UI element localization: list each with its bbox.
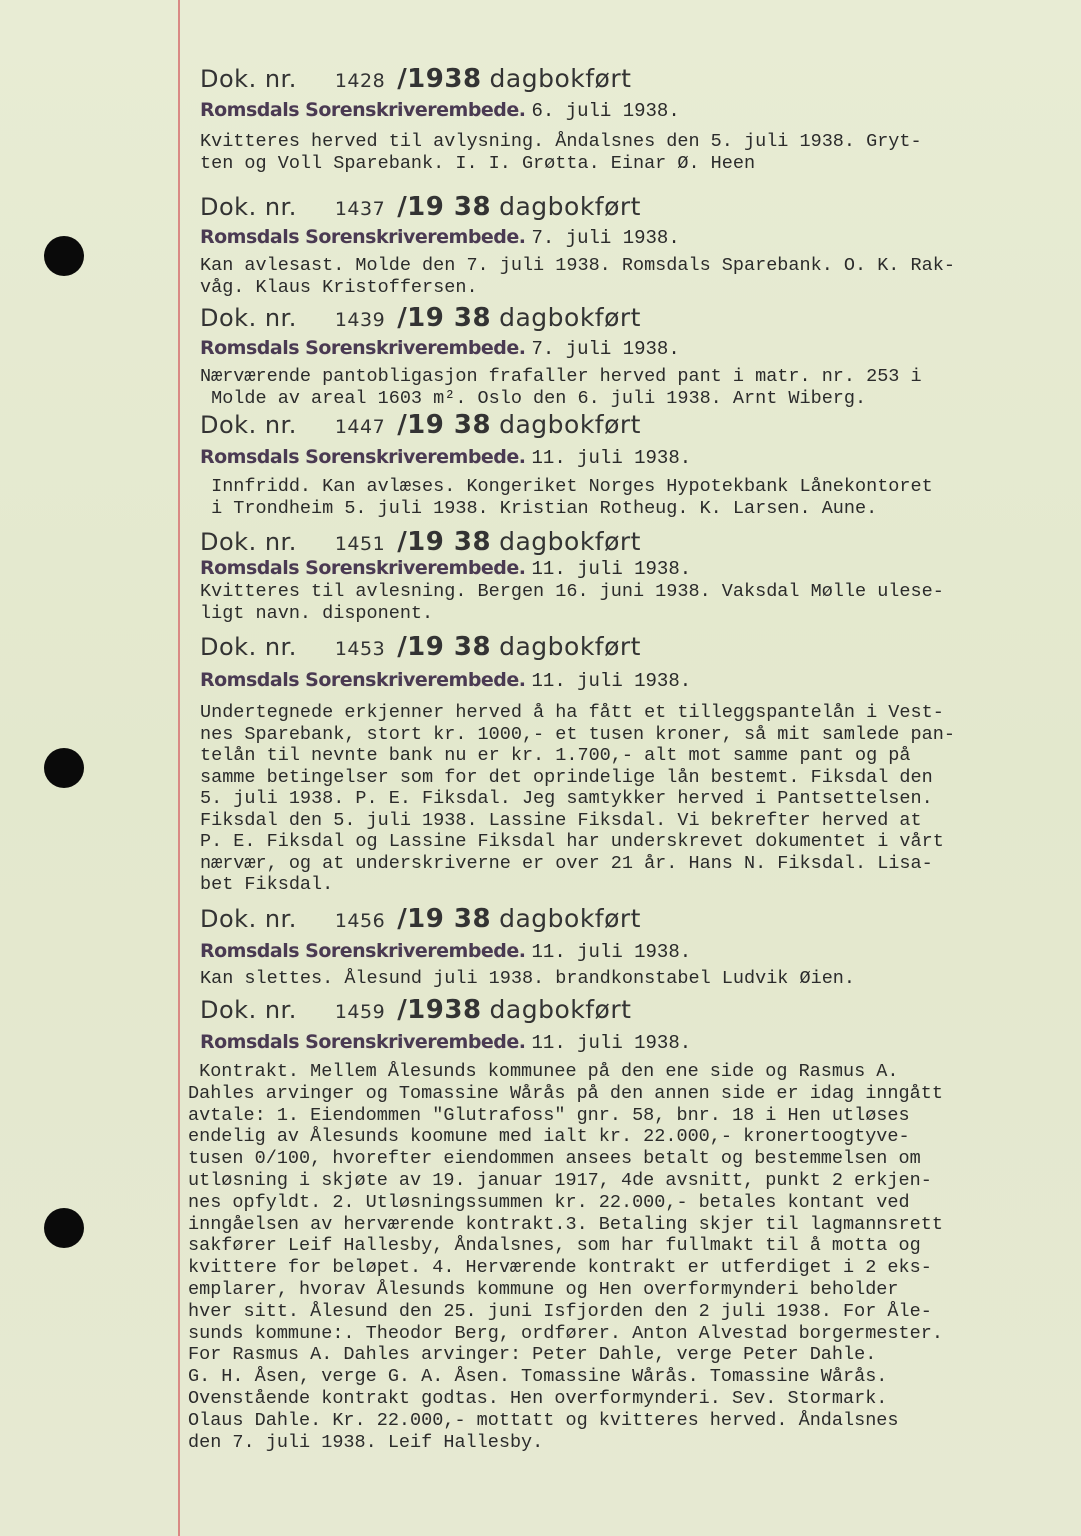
entry-text: Innfridd. Kan avlæses. Kongeriket Norges Hypotekbank Lånekontoret i Trondheim 5. juli 1938. Kristian Rotheug. K. Larsen. Aune.: [211, 476, 933, 519]
dok-status: dagbokført: [499, 410, 641, 439]
dok-year: /19 38: [397, 410, 492, 440]
dok-year: /1938: [397, 995, 482, 1025]
dok-number: 1437: [334, 198, 386, 220]
office-stamp: [200, 669, 691, 695]
dok-number: 1451: [334, 533, 386, 555]
office-name: Romsdals Sorenskriverembede.: [200, 940, 526, 962]
entry-text: Kvitteres herved til avlysning. Åndalsnes den 5. juli 1938. Gryt- ten og Voll Sparebank. I. I. Grøtta. Einar Ø. Heen: [200, 131, 922, 174]
office-name: Romsdals Sorenskriverembede.: [200, 446, 526, 468]
dok-stamp: [200, 995, 631, 1027]
office-stamp: [200, 1031, 691, 1057]
dok-year: /19 38: [397, 303, 492, 333]
dok-label: Dok. nr.: [200, 65, 297, 93]
office-name: Romsdals Sorenskriverembede.: [200, 99, 526, 121]
dok-stamp: [200, 410, 641, 442]
dok-year: /19 38: [397, 527, 492, 557]
entry-date: 11. juli 1938.: [531, 1032, 692, 1054]
dok-status: dagbokført: [499, 904, 641, 933]
office-name: Romsdals Sorenskriverembede.: [200, 226, 526, 248]
office-name: Romsdals Sorenskriverembede.: [200, 557, 526, 579]
dok-stamp: [200, 904, 641, 936]
margin-line: [178, 0, 180, 1536]
entry-text: Kvitteres til avlesning. Bergen 16. juni 1938. Vaksdal Mølle ulese- ligt navn. disponent.: [200, 581, 944, 624]
dok-number: 1439: [334, 309, 386, 331]
dok-year: /1938: [397, 64, 482, 94]
office-stamp: [200, 557, 691, 583]
dok-label: Dok. nr.: [200, 193, 297, 221]
dok-stamp: [200, 303, 641, 335]
office-name: Romsdals Sorenskriverembede.: [200, 1031, 526, 1053]
dok-status: dagbokført: [489, 64, 632, 93]
entry-date: 7. juli 1938.: [531, 227, 680, 249]
entry-date: 11. juli 1938.: [531, 670, 692, 692]
dok-number: 1447: [334, 416, 386, 438]
entry-date: 11. juli 1938.: [531, 558, 692, 580]
office-stamp: [200, 226, 680, 252]
office-stamp: [200, 337, 680, 363]
punch-hole-icon: [44, 236, 84, 276]
dok-stamp: [200, 192, 641, 224]
dok-number: 1459: [334, 1001, 386, 1023]
entry-text: Kontrakt. Mellem Ålesunds kommunee på den ene side og Rasmus A. Dahles arvinger og Tomassine Wårås på den annen side er idag inngått avtale: 1. Eiendommen "Glutrafoss" gnr. 58, bnr. 18 i Hen utløses endelig av Ålesunds koomune med ialt kr. 22.000,- kronertoogtyve- tusen 0/100, hvorefter eiendommen ansees betalt og bestemmelsen om utløsning i skjøte av 19. januar 1917, 4de avsnitt, punkt 2 erkjen- nes opfyldt. 2. Utløsningssummen kr. 22.000,- betales kontant ved inngåelsen av herværende kontrakt.3. Betaling skjer til lagmannsrett sakfører Leif Hallesby, Åndalsnes, som har fullmakt til å motta og kvittere for beløpet. 4. Herværende kontrakt er utferdiget i 2 eks- emplarer, hvorav Ålesunds kommune og Hen overformynderi beholder hver sitt. Ålesund den 25. juni Isfjorden den 2 juli 1938. For Åle- sunds kommune:. Theodor Berg, ordfører. Anton Alvestad borgermester. For Rasmus A. Dahles arvinger: Peter Dahle, verge Peter Dahle. G. H. Åsen, verge G. A. Åsen. Tomassine Wårås. Tomassine Wårås. Ovenstående kontrakt godtas. Hen overformynderi. Sev. Stormark. Olaus Dahle. Kr. 22.000,- mottatt og kvitteres herved. Åndalsnes den 7. juli 1938. Leif Hallesby.: [188, 1061, 943, 1453]
entry-date: 11. juli 1938.: [531, 941, 692, 963]
dok-status: dagbokført: [489, 995, 632, 1024]
entry-text: Kan slettes. Ålesund juli 1938. brandkonstabel Ludvik Øien.: [200, 968, 856, 989]
dok-label: Dok. nr.: [200, 411, 297, 439]
dok-year: /19 38: [397, 632, 492, 662]
office-name: Romsdals Sorenskriverembede.: [200, 337, 526, 359]
dok-year: /19 38: [397, 192, 492, 222]
dok-status: dagbokført: [499, 192, 641, 221]
dok-label: Dok. nr.: [200, 528, 297, 556]
dok-label: Dok. nr.: [200, 304, 297, 332]
entry-text: Undertegnede erkjenner herved å ha fått et tilleggspantelån i Vest- nes Sparebank, stort kr. 1000,- et tusen kroner, så mit samlede pan- telån til nevnte bank nu er kr. 1.700,- alt mot samme pant og på samme betingelser som for det oprindelige lån bestemt. Fiksdal den 5. juli 1938. P. E. Fiksdal. Jeg samtykker herved i Pantsettelsen. Fiksdal den 5. juli 1938. Lassine Fiksdal. Vi bekrefter herved at P. E. Fiksdal og Lassine Fiksdal har underskrevet dokumentet i vårt nærvær, og at underskriverne er over 21 år. Hans N. Fiksdal. Lisa- bet Fiksdal.: [200, 702, 955, 895]
dok-year: /19 38: [397, 904, 492, 934]
entry-text: Kan avlesast. Molde den 7. juli 1938. Romsdals Sparebank. O. K. Rak- våg. Klaus Kristoffersen.: [200, 255, 955, 298]
dok-label: Dok. nr.: [200, 996, 297, 1024]
dok-number: 1428: [334, 70, 386, 92]
entry-date: 11. juli 1938.: [531, 447, 692, 469]
office-name: Romsdals Sorenskriverembede.: [200, 669, 526, 691]
entry-date: 7. juli 1938.: [531, 338, 680, 360]
dok-status: dagbokført: [499, 303, 641, 332]
punch-hole-icon: [44, 748, 84, 788]
dok-stamp: [200, 527, 641, 559]
dok-number: 1456: [334, 910, 386, 932]
dok-number: 1453: [334, 638, 386, 660]
dok-status: dagbokført: [499, 632, 641, 661]
dok-stamp: [200, 632, 641, 664]
office-stamp: [200, 99, 680, 125]
entry-text: Nærværende pantobligasjon frafaller herved pant i matr. nr. 253 i Molde av areal 1603 m². Oslo den 6. juli 1938. Arnt Wiberg.: [200, 366, 922, 409]
entry-date: 6. juli 1938.: [531, 100, 680, 122]
dok-status: dagbokført: [499, 527, 641, 556]
dok-label: Dok. nr.: [200, 633, 297, 661]
office-stamp: [200, 446, 691, 472]
dok-stamp: [200, 64, 631, 96]
punch-hole-icon: [44, 1208, 84, 1248]
dok-label: Dok. nr.: [200, 905, 297, 933]
office-stamp: [200, 940, 691, 966]
